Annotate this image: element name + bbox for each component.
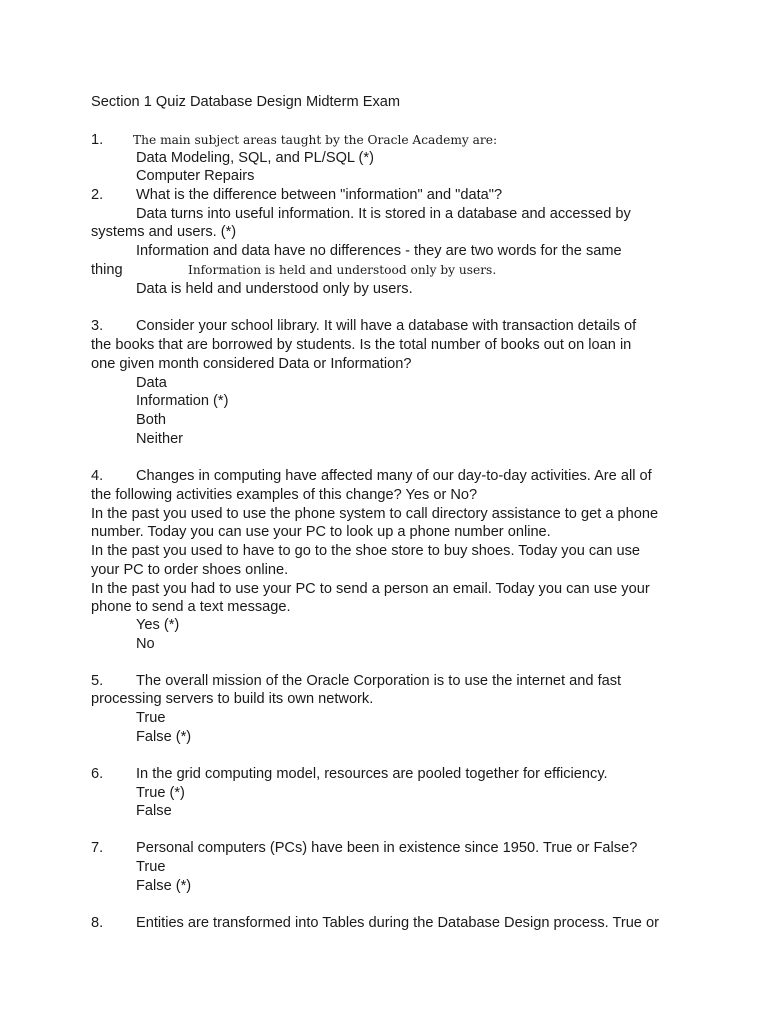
question-3-line-3: one given month considered Data or Information? (91, 356, 412, 372)
question-3-option-1: Data (136, 375, 167, 391)
question-6-number: 6. (91, 766, 104, 782)
question-2-option-2-line-2: thing (91, 262, 123, 278)
question-4-line-4: number. Today you can use your PC to look up a phone number online. (91, 524, 551, 540)
question-7-option-2: False (*) (136, 878, 192, 894)
question-7-option-1: True (136, 859, 166, 875)
document-title: Section 1 Quiz Database Design Midterm Exam (91, 94, 401, 110)
question-3-line-1: Consider your school library. It will have a database with transaction details of (136, 318, 637, 334)
question-2-text: What is the difference between "information" and "data"? (136, 187, 503, 203)
question-7-number: 7. (91, 840, 104, 856)
question-8-number: 8. (91, 915, 104, 931)
question-2-option-1-line-1: Data turns into useful information. It is stored in a database and accessed by (136, 206, 631, 222)
question-5-number: 5. (91, 673, 104, 689)
question-5-option-1: True (136, 710, 166, 726)
question-4-number: 4. (91, 468, 104, 484)
question-3-line-2: the books that are borrowed by students. Is the total number of books out on loan in (91, 337, 632, 353)
question-4-line-7: In the past you had to use your PC to send a person an email. Today you can use your (91, 581, 650, 597)
question-1-option-2: Computer Repairs (136, 168, 255, 184)
question-1-option-1: Data Modeling, SQL, and PL/SQL (*) (136, 150, 374, 166)
question-6-option-1: True (*) (136, 785, 185, 801)
question-1-number: 1. (91, 132, 104, 148)
question-3-option-3: Both (136, 412, 167, 428)
question-5-line-1: The overall mission of the Oracle Corporation is to use the internet and fast (136, 673, 622, 689)
question-6-option-2: False (136, 803, 172, 819)
question-4-line-5: In the past you used to have to go to the shoe store to buy shoes. Today you can use (91, 543, 640, 559)
question-5-line-2: processing servers to build its own network. (91, 691, 374, 707)
question-2-inline-note: Information is held and understood only by users. (188, 263, 497, 277)
question-2-option-3: Data is held and understood only by users. (136, 281, 413, 297)
question-8-line-1: Entities are transformed into Tables during the Database Design process. True or (136, 915, 659, 931)
question-2-number: 2. (91, 187, 104, 203)
question-4-option-1: Yes (*) (136, 617, 180, 633)
question-3-option-4: Neither (136, 431, 184, 447)
question-4-line-3: In the past you used to use the phone system to call directory assistance to get a phone (91, 506, 659, 522)
question-4-line-2: the following activities examples of this change? Yes or No? (91, 487, 478, 503)
question-4-line-1: Changes in computing have affected many of our day-to-day activities. Are all of (136, 468, 652, 484)
question-1-text: The main subject areas taught by the Oracle Academy are: (133, 133, 498, 147)
question-3-number: 3. (91, 318, 104, 334)
question-6-line-1: In the grid computing model, resources are pooled together for efficiency. (136, 766, 608, 782)
question-3-option-2: Information (*) (136, 393, 229, 409)
question-5-option-2: False (*) (136, 729, 192, 745)
question-2-option-1-line-2: systems and users. (*) (91, 224, 237, 240)
question-7-line-1: Personal computers (PCs) have been in existence since 1950. True or False? (136, 840, 638, 856)
question-4-option-2: No (136, 636, 155, 652)
question-4-line-6: your PC to order shoes online. (91, 562, 289, 578)
question-4-line-8: phone to send a text message. (91, 599, 291, 615)
question-2-option-2-line-1: Information and data have no differences - they are two words for the same (136, 243, 622, 259)
